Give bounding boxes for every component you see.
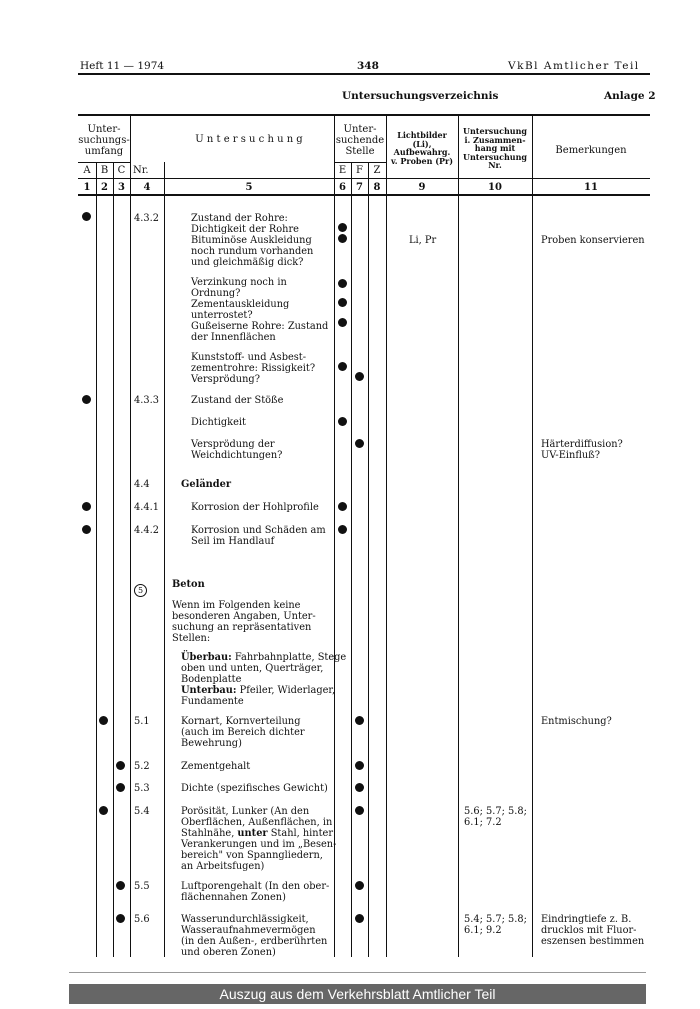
mark-b — [99, 806, 108, 815]
row-text-part: Porösität, Lunker (An den Oberflächen, Außenflächen, in Stahlnähe, — [181, 806, 333, 839]
row-nr: 4.4.2 — [134, 525, 159, 536]
row-text: Zementgehalt — [181, 761, 251, 772]
mark-e — [338, 417, 347, 426]
ueberbau-label: Überbau: — [181, 652, 232, 663]
colnum-2: 2 — [101, 182, 108, 193]
row-nr: 5.4 — [134, 806, 150, 817]
col-untersuchung: U n t e r s u c h u n g — [195, 134, 303, 145]
mark-e — [338, 223, 347, 232]
col-line — [458, 114, 459, 957]
efz-rule — [334, 162, 386, 163]
row-nr: 4.4 — [134, 479, 150, 490]
colnum-7: 7 — [356, 182, 363, 193]
mark-f — [355, 783, 364, 792]
row-nr: 5.2 — [134, 761, 150, 772]
row-text — [181, 806, 336, 872]
col-lichtbilder: Lichtbilder (Li), Aufbewahrg. v. Proben (Pr) — [390, 130, 454, 166]
colnum-11: 11 — [584, 182, 598, 193]
footer-banner: Auszug aus dem Verkehrsblatt Amtlicher Teil — [69, 984, 646, 1004]
unterbau-desc: Pfeiler, Widerlager, Fundamente — [181, 685, 336, 707]
row-nr: 4.3.3 — [134, 395, 159, 406]
row-text: Luftporengehalt (In den ober- flächennahen Zonen) — [181, 881, 330, 903]
row-bemerkung: Eindringtiefe z. B. drucklos mit Fluor- eszensen bestimmen — [541, 914, 645, 947]
col-zusammenhang: Untersuchung i. Zusammen- hang mit Untersuchung Nr. — [462, 126, 528, 170]
mark-a — [82, 395, 91, 404]
section-number: 5 — [134, 584, 147, 597]
col-bemerkungen: Bemerkungen — [555, 145, 627, 156]
row-text: Kunststoff- und Asbest- zementrohre: Rissigkeit? Versprödung? — [191, 352, 316, 385]
mark-e — [338, 298, 347, 307]
colnum-1: 1 — [83, 182, 91, 193]
mark-f — [355, 761, 364, 770]
mark-a — [82, 525, 91, 534]
col-line — [164, 162, 165, 957]
section-intro: Wenn im Folgenden keine besonderen Angaben, Unter- suchung an repräsentativen Stellen: — [172, 600, 316, 644]
header-left: Heft 11 — 1974 — [80, 60, 165, 72]
mark-a — [82, 212, 91, 221]
row-nr: 5.6 — [134, 914, 150, 925]
anlage-label: Anlage 2 — [604, 90, 656, 102]
row-text: Zustand der Rohre: Dichtigkeit der Rohre Bituminöse Auskleidung noch rundum vorhanden und gleichmäßig dick? — [191, 213, 314, 268]
row-text: Versprödung der Weichdichtungen? — [191, 439, 283, 461]
mark-e — [338, 502, 347, 511]
mark-a — [82, 502, 91, 511]
row-bemerkung: Härterdiffusion? UV-Einfluß? — [541, 439, 623, 461]
col-c: C — [117, 165, 126, 176]
col-line — [113, 162, 114, 957]
col-line — [532, 114, 533, 957]
mark-c — [116, 914, 125, 923]
footer-rule — [69, 972, 646, 973]
col-line — [386, 114, 387, 957]
row-bemerkung: Entmischung? — [541, 716, 612, 727]
mark-f — [355, 881, 364, 890]
header-right: VkBl Amtlicher Teil — [508, 60, 640, 72]
row-nr: 5.3 — [134, 783, 150, 794]
abc-rule — [78, 162, 130, 163]
mark-e — [338, 279, 347, 288]
section-number-circle — [134, 578, 151, 597]
colnum-5: 5 — [245, 182, 253, 193]
ueberbau-desc: Fahrbahnplatte, Stege oben und unten, Querträger, Bodenplatte — [181, 652, 347, 685]
col-f: F — [356, 165, 363, 176]
colnum-3: 3 — [118, 182, 125, 193]
col-stelle: Unter- suchende Stelle — [335, 124, 385, 157]
col-z: Z — [373, 165, 381, 176]
unterbau-text — [181, 685, 335, 707]
row-text-part: Stahl, hinter Verankerungen und im „Besen- bereich" von Spanngliedern, an Arbeitsfugen) — [181, 828, 337, 872]
col-e: E — [338, 165, 347, 176]
unterbau-label: Unterbau: — [181, 685, 237, 696]
row-text-emph: unter — [237, 828, 268, 839]
mark-f — [355, 439, 364, 448]
mark-e — [338, 525, 347, 534]
mark-f — [355, 806, 364, 815]
row-text: Dichte (spezifisches Gewicht) — [181, 783, 328, 794]
mark-e — [338, 318, 347, 327]
row-text: Wasserundurchlässigkeit, Wasseraufnahmevermögen (in den Außen-, erdberührten und oberen Zonen) — [181, 914, 328, 958]
colnum-4: 4 — [143, 182, 151, 193]
mark-e — [338, 362, 347, 371]
row-bemerkung: Proben konservieren — [541, 235, 645, 246]
mark-c — [116, 881, 125, 890]
col-a: A — [83, 165, 91, 176]
colnum-6: 6 — [339, 182, 346, 193]
row-nr: 5.1 — [134, 716, 150, 727]
row-heading: Geländer — [181, 479, 232, 490]
page-number: 348 — [357, 60, 379, 72]
col-line — [130, 114, 131, 957]
mark-f — [355, 372, 364, 381]
col-b: B — [100, 165, 109, 176]
row-nr: 4.3.2 — [134, 213, 159, 224]
row-zusammenhang: 5.4; 5.7; 5.8; 6.1; 9.2 — [464, 914, 527, 936]
mark-b — [99, 716, 108, 725]
row-nr: 4.4.1 — [134, 502, 159, 513]
mark-f — [355, 716, 364, 725]
colnum-9: 9 — [418, 182, 426, 193]
section-heading: Beton — [172, 579, 205, 590]
colnum-10: 10 — [488, 182, 502, 193]
row-nr: 5.5 — [134, 881, 150, 892]
ueberbau-text — [181, 652, 346, 685]
row-text: Verzinkung noch in Ordnung? Zementauskleidung unterrostet? Gußeiserne Rohre: Zustand der Innenflächen — [191, 277, 329, 343]
row-text: Kornart, Kornverteilung (auch im Bereich dichter Bewehrung) — [181, 716, 305, 749]
row-lichtbilder: Li, Pr — [409, 235, 437, 246]
col-line — [368, 162, 369, 957]
row-text: Korrosion und Schäden am Seil im Handlauf — [191, 525, 326, 547]
col-umfang: Unter- suchungs- umfang — [78, 124, 130, 157]
mark-f — [355, 914, 364, 923]
table-top-rule — [78, 114, 650, 116]
colnum-8: 8 — [373, 182, 381, 193]
row-text: Zustand der Stöße — [191, 395, 284, 406]
row-text: Korrosion der Hohlprofile — [191, 502, 319, 513]
mark-c — [116, 761, 125, 770]
col-line — [351, 162, 352, 957]
page-title: Untersuchungsverzeichnis — [342, 90, 499, 102]
mark-c — [116, 783, 125, 792]
col-nr: Nr. — [133, 165, 149, 176]
row-zusammenhang: 5.6; 5.7; 5.8; 6.1; 7.2 — [464, 806, 527, 828]
mark-e — [338, 234, 347, 243]
header-rule — [78, 73, 650, 75]
col-line — [96, 162, 97, 957]
row-text: Dichtigkeit — [191, 417, 246, 428]
